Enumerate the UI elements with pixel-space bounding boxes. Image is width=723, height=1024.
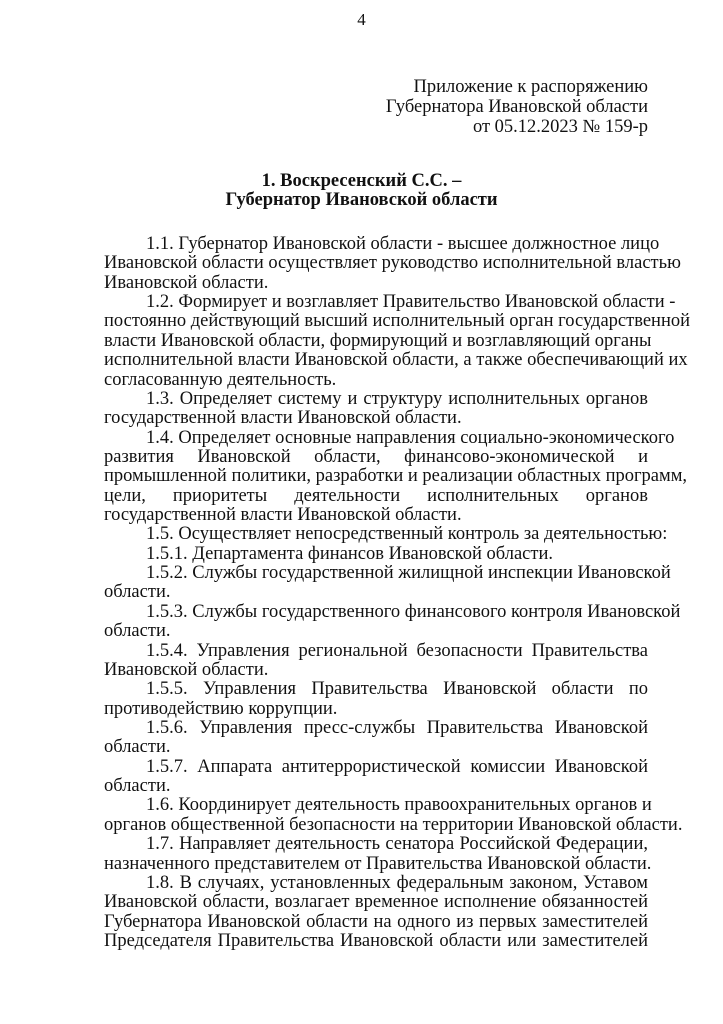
appendix-line: Приложение к распоряжению	[413, 77, 648, 97]
paragraph-line: Председателя Правительства Ивановской области или заместителей	[104, 930, 648, 951]
paragraph-line: государственной власти Ивановской области.	[104, 408, 462, 429]
paragraph-line: Ивановской области.	[104, 659, 269, 680]
paragraph-line: 1.5.6. Управления пресс-службы Правительства Ивановской	[146, 717, 648, 738]
page-number: 4	[357, 10, 366, 29]
paragraph	[104, 680, 648, 719]
paragraph-line: Ивановской области.	[104, 272, 269, 293]
section-title-line: 1. Воскресенский С.С. –	[261, 171, 462, 191]
paragraph-line: 1.5.4. Управления региональной безопасности Правительства	[146, 640, 648, 661]
paragraph-line: Губернатора Ивановской области на одного из первых заместителей	[104, 911, 648, 932]
paragraph	[104, 758, 648, 797]
paragraph	[104, 601, 681, 642]
paragraph-line: органов общественной безопасности на территории Ивановской области.	[104, 814, 683, 835]
section-title	[0, 172, 723, 210]
paragraph-line: 1.8. В случаях, установленных федеральным законом, Уставом	[146, 872, 648, 893]
paragraph-line: постоянно действующий высший исполнительный орган государственной	[104, 311, 691, 332]
appendix-line: Губернатора Ивановской области	[385, 97, 648, 117]
paragraph	[104, 834, 652, 874]
paragraph-line: 1.2. Формирует и возглавляет Правительство Ивановской области -	[146, 292, 676, 313]
paragraph-line: Ивановской области осуществляет руководство исполнительной властью	[104, 253, 681, 274]
paragraph-line: 1.4. Определяет основные направления социально-экономического	[146, 427, 675, 448]
paragraph-line: 1.5. Осуществляет непосредственный контроль за деятельностью:	[146, 524, 668, 545]
paragraph	[104, 874, 648, 951]
paragraph	[104, 719, 648, 758]
paragraph-line: 1.5.1. Департамента финансов Ивановской области.	[146, 543, 553, 564]
paragraph-line: согласованную деятельность.	[104, 369, 337, 390]
paragraph	[104, 292, 691, 390]
paragraph-line: развития Ивановской области, финансово-экономической и	[104, 446, 648, 467]
paragraph-line: противодействию коррупции.	[104, 698, 338, 719]
paragraph-line: области.	[104, 582, 171, 603]
paragraph-line: исполнительной власти Ивановской области, а также обеспечивающий их	[104, 350, 688, 371]
paragraph-line: 1.5.7. Аппарата антитеррористической комиссии Ивановской	[146, 756, 648, 777]
paragraph-line: 1.1. Губернатор Ивановской области - высшее должностное лицо	[146, 234, 660, 254]
paragraph	[104, 545, 648, 564]
paragraph	[104, 642, 648, 681]
paragraph-line: 1.5.5. Управления Правительства Ивановской области по	[146, 679, 648, 700]
section-title-line: Губернатор Ивановской области	[225, 190, 498, 210]
paragraph-line: назначенного представителем от Правительства Ивановской области.	[104, 853, 652, 874]
paragraph	[104, 524, 668, 545]
paragraph-line: 1.6. Координирует деятельность правоохранительных органов и	[146, 795, 652, 816]
paragraph-line: промышленной политики, разработки и реализации областных программ,	[104, 466, 688, 487]
paragraph-line: области.	[104, 621, 171, 642]
appendix-header	[386, 77, 648, 137]
paragraph-line: 1.3. Определяет систему и структуру исполнительных органов	[146, 388, 648, 409]
paragraph-line: области.	[104, 776, 171, 797]
appendix-line: от 05.12.2023 № 159-р	[472, 117, 648, 137]
paragraph	[104, 563, 671, 603]
document-body	[104, 234, 691, 951]
paragraph-line: 1.7. Направляет деятельность сенатора Российской Федерации,	[146, 834, 648, 855]
paragraph-line: области.	[104, 737, 171, 758]
paragraph	[104, 390, 648, 429]
paragraph-line: государственной власти Ивановской области.	[104, 505, 462, 526]
paragraph-line: 1.5.3. Службы государственного финансового контроля Ивановской	[146, 601, 681, 622]
paragraph-line: власти Ивановской области, формирующий и возглавляющий органы	[104, 330, 652, 351]
paragraph	[104, 795, 683, 835]
paragraph-line: 1.5.2. Службы государственной жилищной инспекции Ивановской	[146, 563, 671, 584]
paragraph	[104, 234, 681, 293]
paragraph-line: Ивановской области, возлагает временное исполнение обязанностей	[104, 892, 648, 913]
paragraph	[104, 427, 688, 526]
paragraph-line: цели, приоритеты деятельности исполнительных органов	[104, 485, 648, 506]
